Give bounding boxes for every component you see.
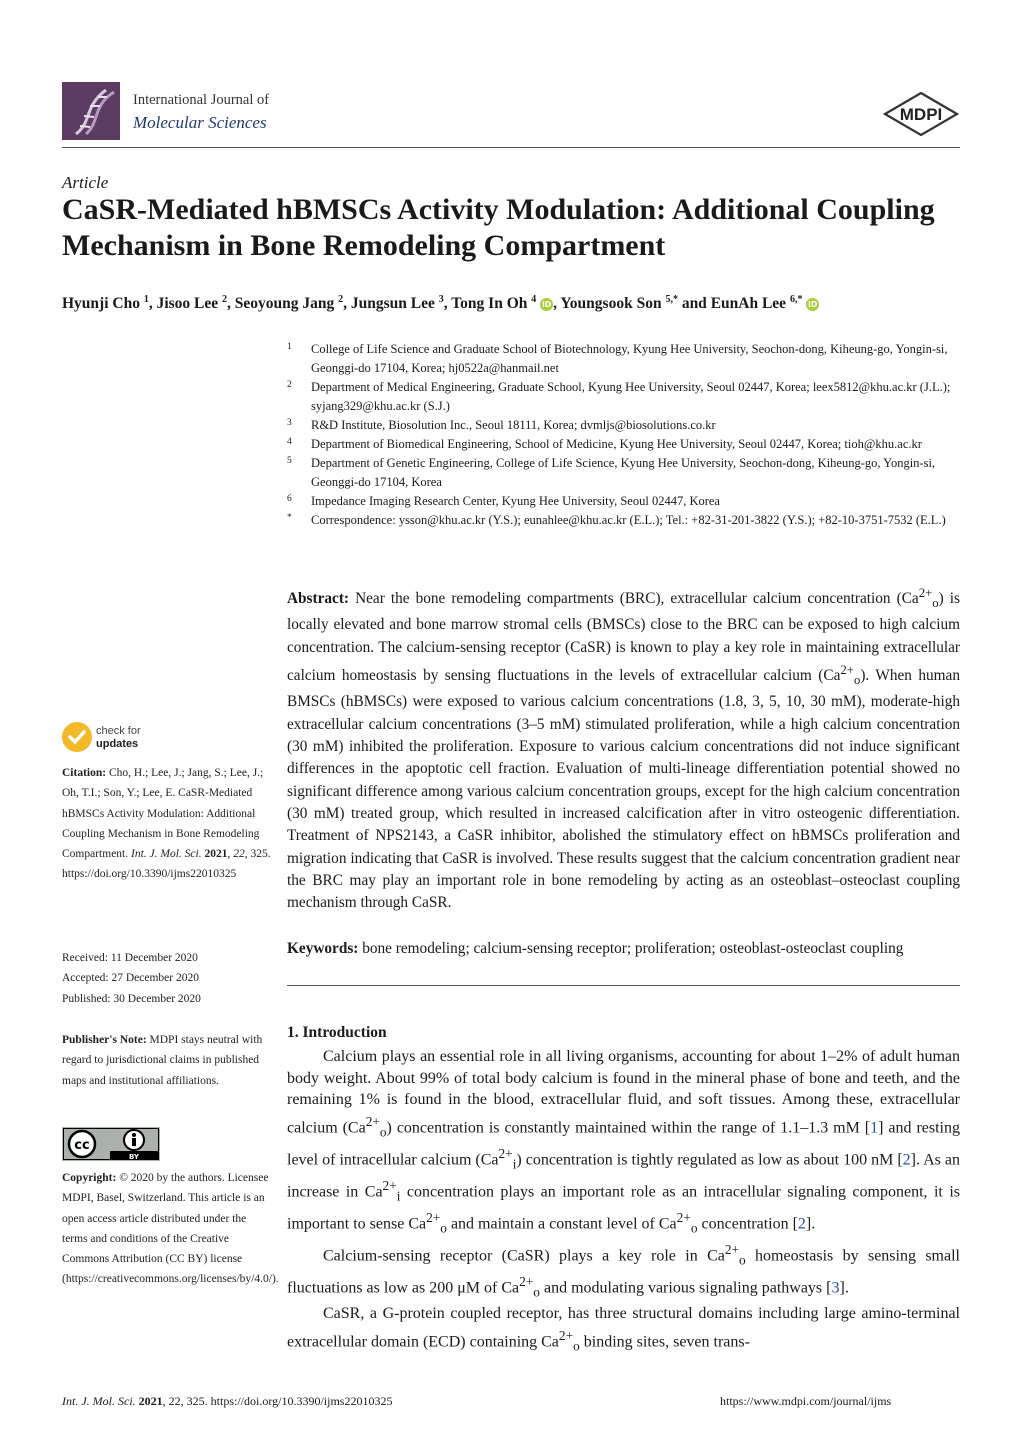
author-name: EunAh Lee: [710, 295, 787, 313]
author-affil-sup: 6,*: [789, 294, 803, 305]
abstract-label: Abstract:: [287, 590, 350, 608]
article-title: CaSR-Mediated hBMSCs Activity Modulation: Additional Coupling Mechanism in Bone Remodeling Compartment: [62, 193, 935, 262]
affiliations: [287, 340, 967, 530]
orcid-icon[interactable]: iD: [541, 300, 552, 310]
paragraph: CaSR, a G-protein coupled receptor, has three structural domains including large amino-terminal extracellular domain (ECD) containing $Ca^{2+}_o$ binding sites, seven trans-: [287, 1305, 960, 1354]
reference-link[interactable]: 1: [870, 1119, 879, 1137]
author-name: Youngsook Son: [560, 295, 662, 313]
received-date: Received: 11 December 2020: [62, 952, 198, 964]
author-affil-sup: 2: [338, 294, 344, 305]
publisher-note: Publisher's Note: MDPI stays neutral with regard to jurisdictional claims in published maps and institutional affiliations.: [62, 1034, 263, 1087]
author-name: Jisoo Lee: [156, 295, 219, 313]
footer-journal-link[interactable]: https://www.mdpi.com/journal/ijms: [720, 1394, 892, 1408]
paragraph: Calcium plays an essential role in all living organisms, accounting for about 1–2% of adult human body weight. About 99% of total body calcium is found in the mineral phase of bone and teeth, and the remaining 1% is found in the blood, extracellular fluid, and soft tissues. Among these, extracellular calcium $(Ca^{2+}_o)$ concentration is constantly maintained within the range of 1.1–1.3 mM [1] and resting level of intracellular calcium $(Ca^{2+}_i)$ concentration is tightly regulated as low as about 100 nM [2]. As an increase in $Ca^{2+}_i$ concentration plays an important role as an intracellular signaling component, it is important to sense $Ca^{2+}_o$ and maintain a constant level of $Ca^{2+}_o$ concentration [2].: [287, 1048, 961, 1236]
header-divider: [62, 147, 960, 148]
cc-badge-label: BY: [128, 1153, 140, 1161]
author-affil-sup: 5,*: [665, 294, 678, 305]
affiliation-item: 6 Impedance Imaging Research Center, Kyung Hee University, Seoul 02447, Korea: [287, 494, 720, 508]
svg-text:cc: cc: [74, 1138, 90, 1153]
citation-block: Citation: Cho, H.; Lee, J.; Jang, S.; Lee, J.; Oh, T.I.; Son, Y.; Lee, E. CaSR-Mediated hBMSCs Activity Modulation: Additional Coupling Mechanism in Bone Remodeling Compartment. Int. J. Mol. Sci. 2021, 22, 325. https://doi.org/10.3390/ijms22010325: [62, 767, 271, 881]
mdpi-logo: [883, 92, 959, 136]
affiliation-item: 5 Department of Genetic Engineering, College of Life Science, Kyung Hee University, Seochon-dong, Kiheung-go, Yongin-si, Geonggi-do 17104, Korea: [287, 456, 936, 489]
abstract: Abstract: Near the bone remodeling compartments (BRC), extracellular calcium concentration $(Ca^{2+}_o)$ is locally elevated and bone marrow stromal cells (BMSCs) close to the BRC can be exposed to high calcium concentration. The calcium-sensing receptor (CaSR) is known to play a key role in maintaining extracellular calcium homeostasis by sensing fluctuations in the levels of extracellular calcium $(Ca^{2+}_o)$. When human BMSCs (hBMSCs) were exposed to various calcium concentrations (1.8, 3, 5, 10, 30 mM), moderate-high extracellular calcium concentrations (3–5 mM) stimulated proliferation, while a high calcium concentration (30 mM) inhibited the proliferation. Exposure to various calcium concentrations did not induce significant differences in the apoptotic cell fraction. Evaluation of multi-lineage differentiation potential showed no significant difference among various calcium concentration groups, except for the high calcium concentration (30 mM) treated group, which resulted in increased calcification after in vitro osteogenic differentiation. Treatment of NPS2143, a CaSR inhibitor, abolished the stimulatory effect on hBMSCs proliferation and migration indicating that CaSR is involved. These results suggest that the calcium concentration gradient near the BRC may play an important role in bone remodeling by acting as an osteoblast–osteoclast coupling mechanism through CaSR.: [287, 586, 960, 912]
correspondence: * Correspondence: ysson@khu.ac.kr (Y.S.); eunahlee@khu.ac.kr (E.L.); Tel.: +82-31-201-3822 (Y.S.); +82-10-3751-7532 (E.L.): [287, 513, 946, 527]
reference-link[interactable]: 3: [831, 1279, 840, 1297]
reference-link[interactable]: 2: [797, 1215, 806, 1233]
journal-name-line2: Molecular Sciences: [133, 113, 267, 132]
introduction-body: [287, 1046, 960, 1357]
paragraph: Calcium-sensing receptor (CaSR) plays a key role in $Ca^{2+}_o$ homeostasis by sensing small fluctuations as low as 200 μM of $Ca^{2+}_o$ and modulating various signaling pathways [3].: [287, 1242, 960, 1300]
affiliation-item: 4 Department of Biomedical Engineering, School of Medicine, Kyung Hee University, Seoul 02447, Korea; tioh@khu.ac.kr: [287, 437, 922, 451]
article-type: Article: [62, 173, 109, 192]
author-name: Tong In Oh: [451, 295, 528, 313]
reference-link[interactable]: 2: [902, 1151, 911, 1169]
copyright-notice: Copyright: © 2020 by the authors. Licensee MDPI, Basel, Switzerland. This article is an open access article distributed under the terms and conditions of the Creative Commons Attribution (CC BY) license (https://creativecommons.org/licenses/by/4.0/).: [62, 1172, 279, 1286]
author-name: Hyunji Cho: [62, 295, 140, 313]
affiliation-item: 2 Department of Medical Engineering, Graduate School, Kyung Hee University, Seoul 02447, Korea; leex5812@khu.ac.kr (J.L.); syjang329@khu.ac.kr (S.J.): [287, 380, 951, 413]
orcid-icon[interactable]: iD: [808, 300, 818, 310]
author-name: Jungsun Lee: [350, 295, 435, 313]
footer-citation: Int. J. Mol. Sci. 2021, 22, 325. https://doi.org/10.3390/ijms22010325: [62, 1394, 393, 1408]
affiliation-item: 3 R&D Institute, Biosolution Inc., Seoul 18111, Korea; dvmljs@biosolutions.co.kr: [287, 418, 716, 432]
journal-logo-icon: [62, 82, 120, 140]
journal-name-line1: International Journal of: [133, 92, 270, 108]
section-heading-introduction: 1. Introduction: [287, 1024, 387, 1041]
author-name: Seoyoung Jang: [234, 295, 335, 313]
affiliation-item: 1 College of Life Science and Graduate School of Biotechnology, Kyung Hee University, Seochon-dong, Kiheung-go, Yongin-si, Geonggi-do 17104, Korea; hj0522a@hanmail.net: [287, 342, 948, 375]
check-for-updates-label: check for updates: [96, 725, 141, 750]
published-date: Published: 30 December 2020: [62, 992, 201, 1005]
dates-block: [62, 948, 272, 1009]
author-affil-sup: 4: [531, 294, 537, 305]
keywords: Keywords: bone remodeling; calcium-sensing receptor; proliferation; osteoblast-osteoclast coupling: [287, 940, 904, 957]
accepted-date: Accepted: 27 December 2020: [62, 972, 199, 985]
author-affil-sup: 2: [222, 294, 228, 305]
author-affil-sup: 3: [438, 294, 444, 305]
mdpi-logo-text: MDPI: [899, 105, 943, 124]
check-icon: [62, 722, 92, 752]
author-list: Hyunji Cho $^1$, Jisoo Lee $^2$, Seoyoung Jang $^2$, Jungsun Lee $^3$, Tong In Oh $^4$ iD , Youngsook Son $^{5,*}$ and EunAh Lee $^{6,*}$ iD: [62, 294, 818, 313]
section-divider: [287, 985, 960, 986]
cc-by-license-icon[interactable]: [62, 1127, 160, 1161]
check-for-updates-button[interactable]: [62, 722, 262, 758]
author-affil-sup: 1: [143, 294, 149, 305]
keywords-label: Keywords:: [287, 940, 359, 957]
